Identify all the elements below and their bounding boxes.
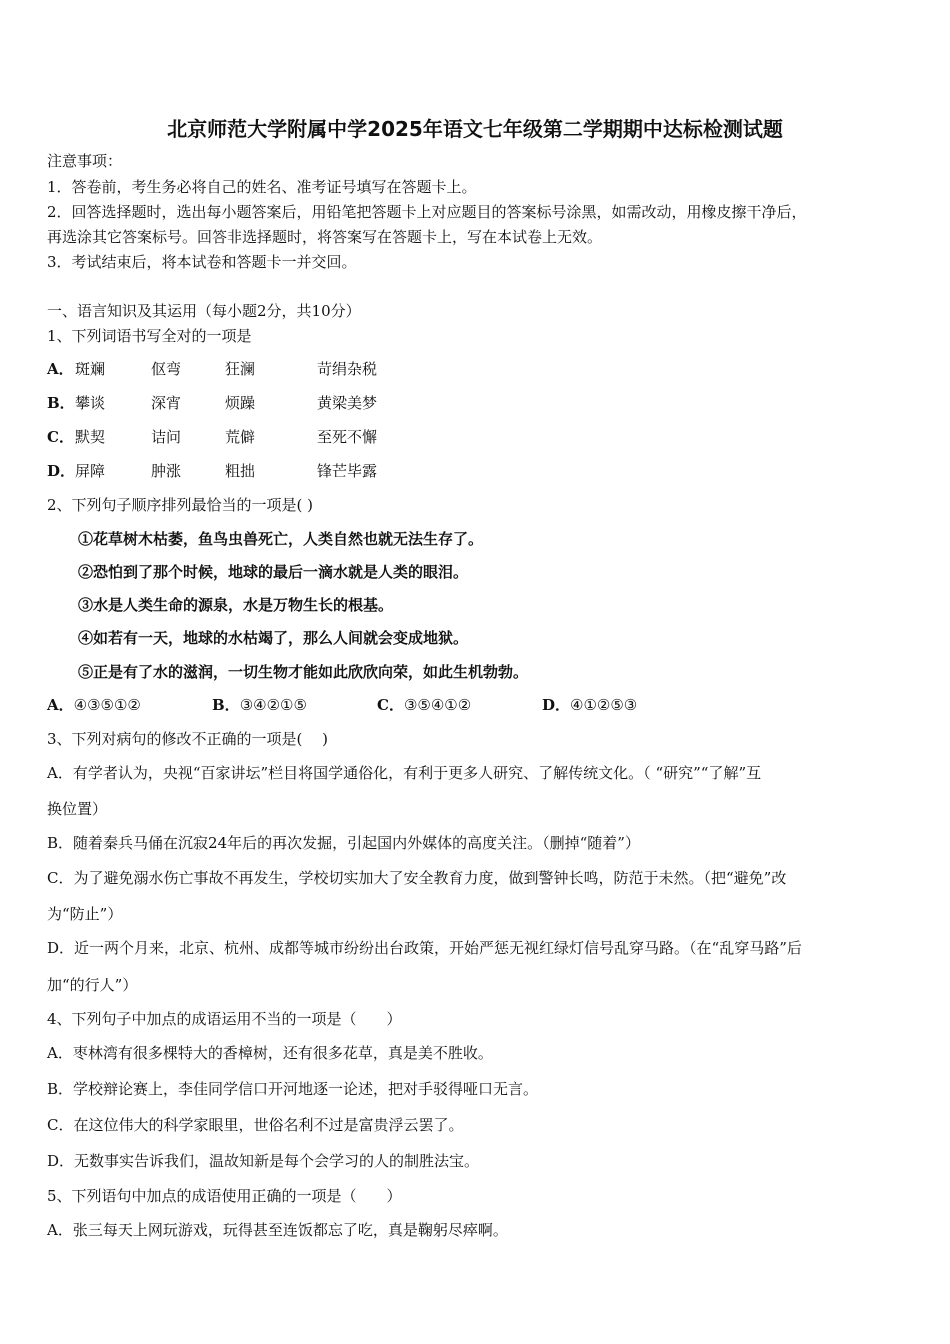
question-4-option-a: A．枣林湾有很多棵特大的香樟树，还有很多花草，真是美不胜收。	[47, 1044, 493, 1062]
note-item-3: 3．考试结束后，将本试卷和答题卡一并交回。	[47, 253, 357, 271]
question-2-option-a	[47, 696, 141, 714]
option-word: 攀谈	[75, 394, 106, 412]
question-5-option-a: A．张三每天上网玩游戏，玩得甚至连饭都忘了吃，真是鞠躬尽瘁啊。	[47, 1221, 508, 1239]
question-2-option-c	[377, 696, 471, 714]
question-2-stem: 2、下列句子顺序排列最恰当的一项是( )	[47, 496, 314, 514]
question-2-option-d	[542, 696, 637, 714]
option-word: 粗拙	[225, 462, 256, 480]
question-4-option-c: C．在这位伟大的科学家眼里，世俗名利不过是富贵浮云罢了。	[47, 1116, 464, 1134]
question-4-stem: 4、下列句子中加点的成语运用不当的一项是（ ）	[47, 1010, 402, 1028]
page-title: 北京师范大学附属中学2025年语文七年级第二学期期中达标检测试题	[167, 117, 783, 141]
option-word: 默契	[75, 428, 106, 446]
option-letter: A．	[47, 360, 74, 378]
question-1-option-d	[47, 462, 377, 480]
note-item-2: 2．回答选择题时，选出每小题答案后，用铅笔把答题卡上对应题目的答案标号涂黑，如需改动，用橡皮擦干净后，	[47, 203, 807, 221]
note-item-2-continued: 再选涂其它答案标号。回答非选择题时，将答案写在答题卡上，写在本试卷上无效。	[47, 228, 603, 246]
option-word: 黄梁美梦	[317, 394, 378, 412]
option-word: 烦躁	[225, 394, 256, 412]
question-3-option-d-continued: 加“的行人”）	[47, 976, 138, 994]
question-3-option-b: B．随着秦兵马俑在沉寂24年后的再次发掘，引起国内外媒体的高度关注。（删掉“随着”）	[47, 834, 640, 852]
question-2-sentence-1: ①花草树木枯萎，鱼鸟虫兽死亡，人类自然也就无法生存了。	[78, 530, 484, 548]
question-3-option-a: A．有学者认为，央视“百家讲坛”栏目将国学通俗化，有利于更多人研究、了解传统文化。（ “研究”“了解”互	[47, 764, 762, 782]
option-letter: D．	[542, 696, 571, 714]
option-text: ③⑤④①②	[403, 696, 472, 714]
question-1-option-b	[47, 394, 377, 412]
option-text: ④①②⑤③	[570, 696, 638, 714]
question-2-sentence-3: ③水是人类生命的源泉，水是万物生长的根基。	[78, 596, 394, 614]
question-2-sentence-5: ⑤正是有了水的滋润，一切生物才能如此欣欣向荣，如此生机勃勃。	[78, 663, 529, 681]
option-letter: C．	[377, 696, 404, 714]
option-word: 荒僻	[225, 428, 256, 446]
option-letter: D．	[47, 462, 76, 480]
option-letter: C．	[47, 428, 74, 446]
option-word: 深宵	[151, 394, 182, 412]
question-3-option-c-continued: 为“防止”）	[47, 905, 123, 923]
question-5-stem: 5、下列语句中加点的成语使用正确的一项是（ ）	[47, 1187, 402, 1205]
option-word: 诘问	[151, 428, 182, 446]
question-2-sentence-2: ②恐怕到了那个时候，地球的最后一滴水就是人类的眼泪。	[78, 563, 469, 581]
note-item-1: 1．答卷前，考生务必将自己的姓名、准考证号填写在答题卡上。	[47, 178, 477, 196]
question-2-option-b	[212, 696, 307, 714]
section-heading: 一、语言知识及其运用（每小题2分，共10分）	[47, 302, 361, 320]
question-3-option-c: C．为了避免溺水伤亡事故不再发生，学校切实加大了安全教育力度，做到警钟长鸣，防范于未然。（把“避免”改	[47, 869, 787, 887]
option-word: 狂澜	[225, 360, 256, 378]
option-word: 苛绢杂税	[317, 360, 378, 378]
option-word: 至死不懈	[317, 428, 378, 446]
option-word: 肿涨	[151, 462, 182, 480]
notes-heading: 注意事项：	[47, 152, 123, 170]
question-1-stem: 1、下列词语书写全对的一项是	[47, 327, 252, 345]
question-3-option-d: D．近一两个月来，北京、杭州、成都等城市纷纷出台政策，开始严惩无视红绿灯信号乱穿马路。（在“乱穿马路”后	[47, 939, 802, 957]
question-1-option-a	[47, 360, 377, 378]
option-word: 锋芒毕露	[317, 462, 378, 480]
question-2-sentence-4: ④如若有一天，地球的水枯竭了，那么人间就会变成地狱。	[78, 629, 469, 647]
option-text: ④③⑤①②	[73, 696, 141, 714]
option-word: 伛弯	[151, 360, 182, 378]
question-1-option-c	[47, 428, 377, 446]
question-4-option-b: B．学校辩论赛上，李佳同学信口开河地逐一论述，把对手驳得哑口无言。	[47, 1080, 539, 1098]
question-3-option-a-continued: 换位置）	[47, 800, 108, 818]
option-letter: B．	[212, 696, 240, 714]
option-word: 屏障	[75, 462, 106, 480]
option-word: 斑斓	[75, 360, 106, 378]
option-text: ③④②①⑤	[239, 696, 307, 714]
option-letter: B．	[47, 394, 75, 412]
question-3-stem: 3、下列对病句的修改不正确的一项是( )	[47, 730, 329, 748]
option-letter: A．	[47, 696, 74, 714]
question-4-option-d: D．无数事实告诉我们，温故知新是每个会学习的人的制胜法宝。	[47, 1152, 480, 1170]
